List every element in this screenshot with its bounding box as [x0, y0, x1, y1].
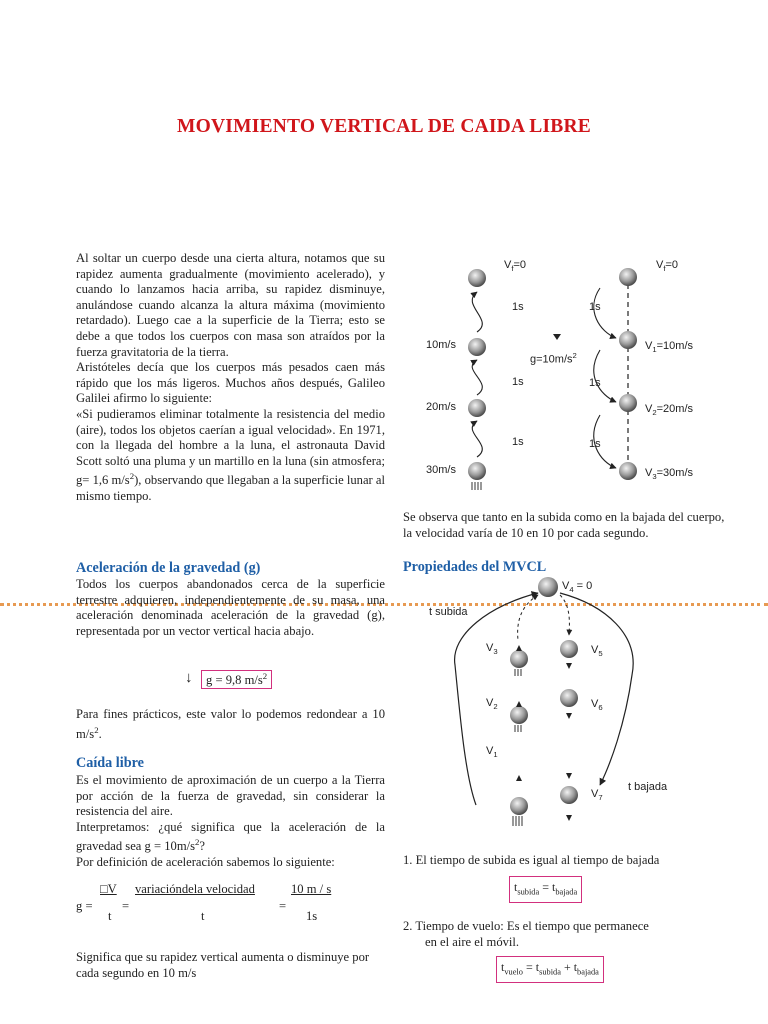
time-label-r1: 1s — [589, 301, 601, 313]
arrow-down-2 — [594, 350, 616, 402]
ball-left-20 — [468, 399, 486, 417]
arrow-up-1 — [472, 292, 482, 332]
launch-marks-icon — [472, 482, 481, 490]
intro-paragraph-2: Aristóteles decía que los cuerpos más pesados caen más rápido que los más ligeros. Muchos años después, Galileo Galilei afirmo lo siguiente: — [76, 360, 385, 406]
v7-velocity-label: $V_7$ — [591, 788, 603, 803]
vf-right-label: $V_f=0$ — [656, 259, 679, 274]
ball-v7 — [560, 786, 578, 804]
caida-conclusion: Significa que su rapidez vertical aumenta o disminuye por cada segundo en 10 m/s — [76, 950, 370, 980]
down-arrow-icon — [566, 663, 572, 669]
ball-v3 — [510, 650, 528, 668]
intro-text — [76, 251, 385, 505]
arrow-up-2 — [472, 360, 482, 395]
eq-g: g = — [76, 899, 93, 913]
ball-right-2 — [619, 394, 637, 412]
intro-paragraph-3: «Si pudieramos eliminar totalmente la resistencia del medio (aire), todos los objetos caerían a igual velocidad». En 1971, con la llegada del hombre a la luna, el astronauta David Scott soltó una pluma y un martillo en la luna (sin atmosfera; g= 1,6 $m/s^2$), observando que llegaban a la superficie lunar al mismo tiempo. — [76, 406, 385, 504]
ball-v1 — [510, 797, 528, 815]
v2-velocity-label: $V_2$ — [486, 697, 498, 712]
eq-equals-2: = — [279, 899, 287, 913]
up-arrow-icon — [516, 645, 522, 651]
arrow-up-3 — [472, 421, 482, 457]
ball-right-top — [619, 268, 637, 286]
dashed-up — [518, 595, 538, 640]
t-subida-label: t subida — [429, 606, 468, 618]
v6-velocity-label: $V_6$ — [591, 698, 603, 713]
diagram-caption: Se observa que tanto en la subida como en la bajada del cuerpo, la velocidad varía de 10 en 10 por cada segundo. — [403, 510, 725, 540]
arrow-down-1 — [594, 288, 616, 338]
gravity-formula-box: g = 9,8 $m/s^2$ — [201, 670, 272, 689]
t-bajada-label: t bajada — [628, 781, 668, 793]
ball-v2 — [510, 706, 528, 724]
speed-label-30: 30m/s — [426, 464, 456, 476]
v1-label: $V_1=10m/s$ — [645, 340, 694, 355]
down-arrow-icon — [566, 815, 572, 821]
down-arrow-icon: ↓ — [185, 670, 193, 686]
v2-label: $V_2=20m/s$ — [645, 403, 694, 418]
v5-velocity-label: $V_5$ — [591, 644, 603, 659]
caida-text — [76, 773, 385, 871]
gravity-arrow-icon — [553, 334, 561, 340]
time-label-2: 1s — [512, 376, 524, 388]
v1-velocity-label: $V_1$ — [486, 745, 498, 760]
ball-left-top — [468, 269, 486, 287]
gravity-heading: Aceleración de la gravedad (g) — [76, 560, 261, 576]
speed-label-20: 20m/s — [426, 401, 456, 413]
caida-paragraph-3: Por definición de aceleración sabemos lo siguiente: — [76, 855, 335, 870]
intro-paragraph-1: Al soltar un cuerpo desde una cierta altura, notamos que su rapidez aumenta gradualmente (movimiento acelerado), y cuando lo lanzamos hacia arriba, su rapidez disminuye, anulándose cuando alcanza la altura máxima (movimiento retardado). Luego cae a la superficie de la Tierra; esto se debe a que todos los cuerpos con masa son atraídos por la fuerza gravitatoria de la tierra. — [76, 251, 385, 359]
gravity-text: Todos los cuerpos abandonados cerca de la superficie terrestre adquieren, independientemente de su masa, una aceleración denominada aceleración de la gravedad (g), representada por un vector vertical hacia abajo. — [76, 577, 385, 638]
ball-top — [538, 577, 558, 597]
property-item-1: 1. El tiempo de subida es igual al tiempo de bajada — [403, 853, 660, 867]
caida-heading: Caída libre — [76, 755, 144, 771]
vf-left-label: $V_f=0$ — [504, 259, 527, 274]
ball-v5 — [560, 640, 578, 658]
page-title: MOVIMIENTO VERTICAL DE CAIDA LIBRE — [177, 116, 591, 137]
eq-den-1: t — [108, 909, 112, 923]
up-arrow-icon — [516, 701, 522, 707]
v3-velocity-label: $V_3$ — [486, 642, 498, 657]
subida-bajada-box: $t_{subida} = t_{bajada}$ — [509, 876, 582, 903]
eq-num-3: 10 m / s — [291, 882, 332, 896]
tiempo-vuelo-box: $t_{vuelo} = t_{subida} + t_{bajada}$ — [496, 956, 604, 983]
ball-right-3 — [619, 462, 637, 480]
props-heading: Propiedades del MVCL — [403, 559, 547, 575]
v4-label: $V_4 = 0$ — [562, 580, 593, 595]
caida-paragraph-1: Es el movimiento de aproximación de un cuerpo a la Tierra por acción de la fuerza de gravedad, sin considerar la resistencia del aire. — [76, 773, 385, 819]
eq-num-1: □V — [100, 882, 117, 896]
ball-left-10 — [468, 338, 486, 356]
dashed-down — [560, 595, 569, 635]
time-label-3: 1s — [512, 436, 524, 448]
up-arrow-icon — [516, 775, 522, 781]
property-item-2: 2. Tiempo de vuelo: Es el tiempo que permanece — [403, 919, 649, 933]
ball-v6 — [560, 689, 578, 707]
eq-num-2: variacióndela velocidad — [135, 882, 255, 896]
v3-label: $V_3=30m/s$ — [645, 467, 694, 482]
property-item-2-cont: en el aire el móvil. — [425, 935, 520, 949]
ball-left-30 — [468, 462, 486, 480]
t-bajada-curve — [560, 593, 633, 785]
eq-den-3: 1s — [306, 909, 318, 923]
down-arrow-icon — [566, 713, 572, 719]
eq-equals-1: = — [122, 899, 130, 913]
caida-paragraph-2: Interpretamos: ¿qué significa que la aceleración de la gravedad sea $g = 10m/s^2$? — [76, 819, 385, 854]
time-label-r2: 1s — [589, 377, 601, 389]
speed-label-10: 10m/s — [426, 339, 456, 351]
gravity-note: Para fines prácticos, este valor lo podemos redondear a 10 $m/s^2$. — [76, 707, 385, 741]
down-arrow-icon — [566, 773, 572, 779]
time-label-1: 1s — [512, 301, 524, 313]
time-label-r3: 1s — [589, 438, 601, 450]
eq-den-2: t — [201, 909, 205, 923]
ball-right-1 — [619, 331, 637, 349]
gravity-label: $g=10m/s^2$ — [530, 351, 577, 366]
